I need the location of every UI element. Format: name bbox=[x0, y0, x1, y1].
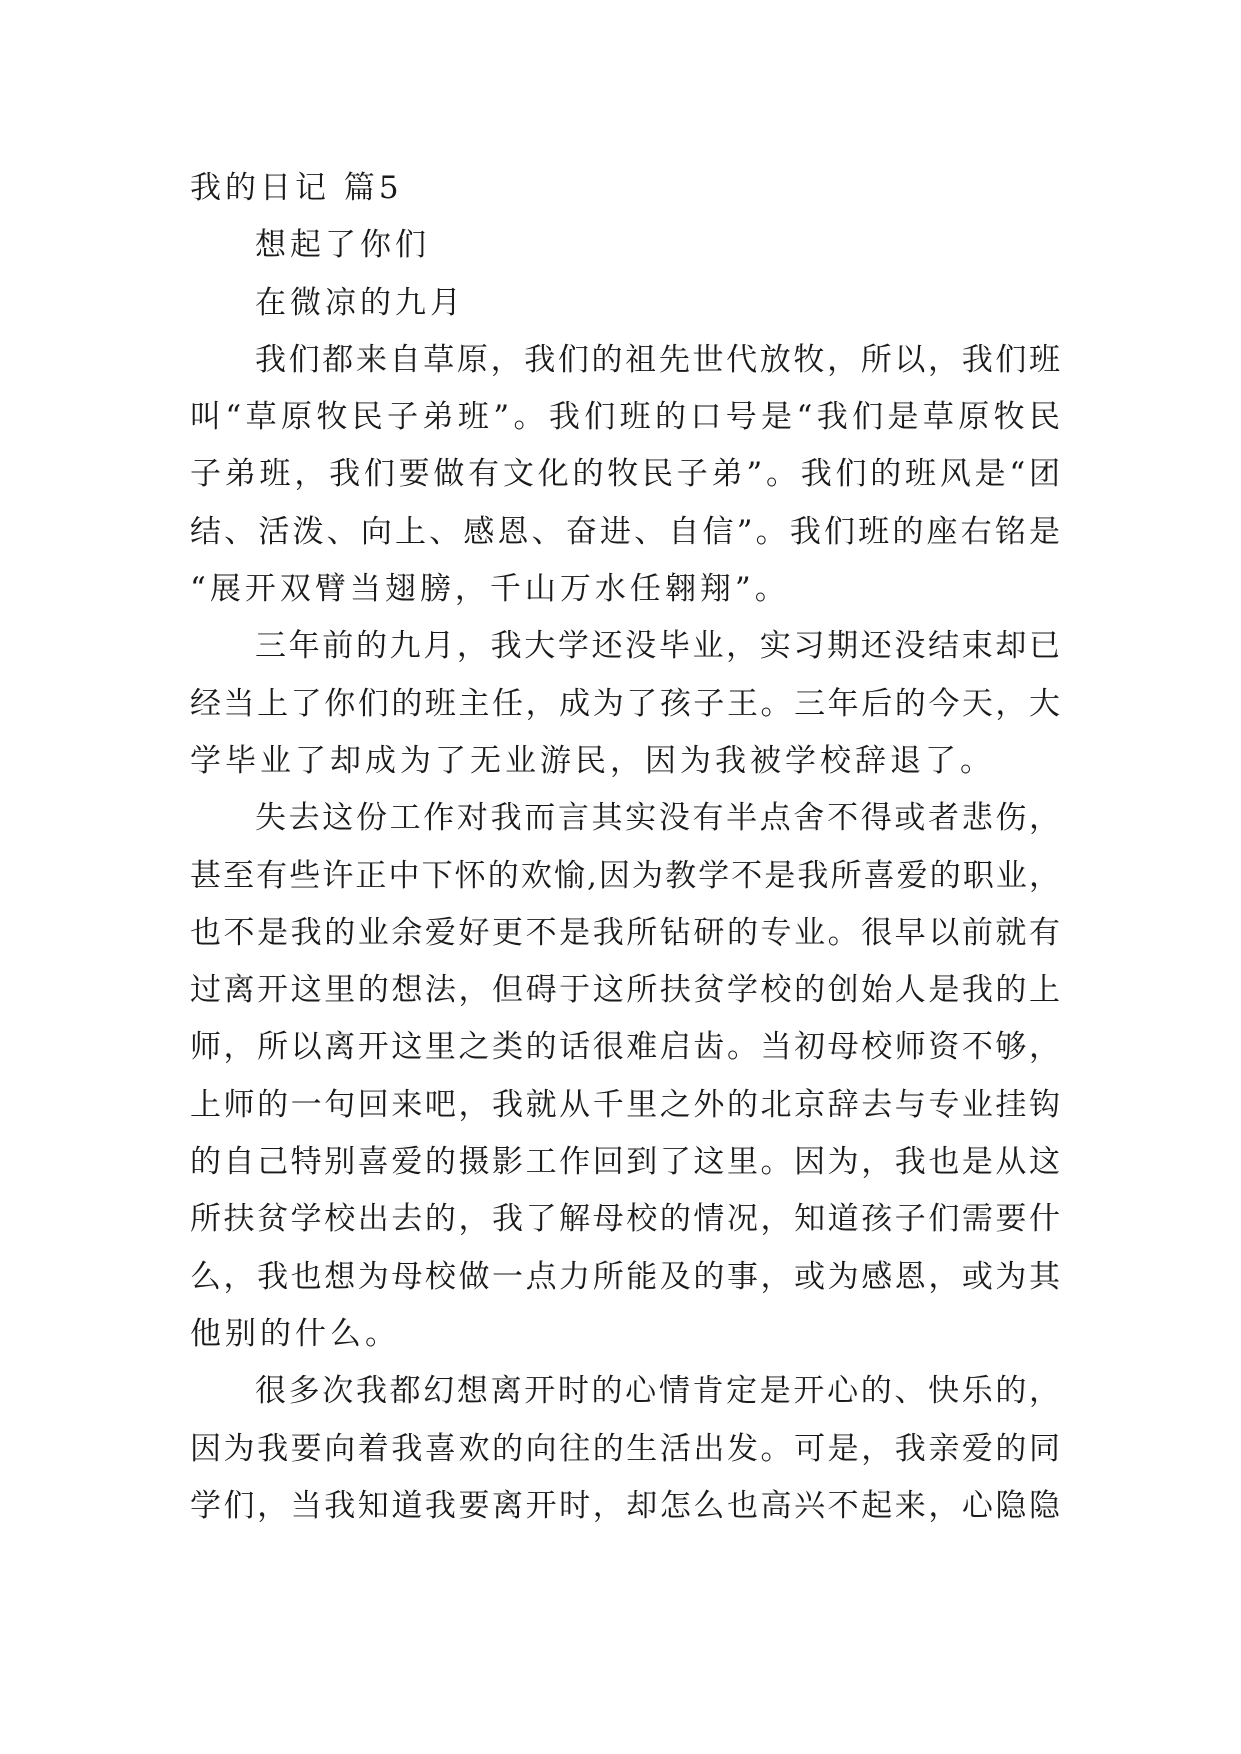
body-line: 所扶贫学校出去的，我了解母校的情况，知道孩子们需要什 bbox=[190, 1201, 1060, 1238]
body-line: 学们，当我知道我要离开时，却怎么也高兴不起来，心隐隐 bbox=[190, 1487, 1060, 1524]
body-line: 师，所以离开这里之类的话很难启齿。当初母校师资不够， bbox=[190, 1029, 1060, 1066]
diary-page bbox=[190, 160, 1060, 1535]
diary-heading: 我的日记 篇5 bbox=[190, 170, 403, 206]
body-line: 过离开这里的想法，但碍于这所扶贫学校的创始人是我的上 bbox=[190, 972, 1060, 1009]
body-line: 上师的一句回来吧，我就从千里之外的北京辞去与专业挂钩 bbox=[190, 1086, 1060, 1123]
body-line: 因为我要向着我喜欢的向往的生活出发。可是，我亲爱的同 bbox=[190, 1430, 1060, 1467]
body-line: 子弟班，我们要做有文化的牧民子弟”。我们的班风是“团 bbox=[190, 456, 1060, 493]
body-line: 么，我也想为母校做一点力所能及的事，或为感恩，或为其 bbox=[190, 1258, 1060, 1295]
body-line: 结、活泼、向上、感恩、奋进、自信”。我们班的座右铭是 bbox=[190, 513, 1060, 550]
body-line: 我们都来自草原，我们的祖先世代放牧，所以，我们班 bbox=[255, 341, 1060, 378]
body-line: “展开双臂当翅膀，千山万水任翱翔”。 bbox=[190, 571, 790, 608]
body-line: 学毕业了却成为了无业游民，因为我被学校辞退了。 bbox=[190, 742, 995, 779]
body-line: 的自己特别喜爱的摄影工作回到了这里。因为，我也是从这 bbox=[190, 1144, 1060, 1181]
body-line: 经当上了你们的班主任，成为了孩子王。三年后的今天，大 bbox=[190, 685, 1060, 722]
body-line: 很多次我都幻想离开时的心情肯定是开心的、快乐的， bbox=[255, 1373, 1060, 1410]
body-line: 叫“草原牧民子弟班”。我们班的口号是“我们是草原牧民 bbox=[190, 399, 1060, 436]
body-line: 失去这份工作对我而言其实没有半点舍不得或者悲伤， bbox=[255, 800, 1060, 837]
body-line: 甚至有些许正中下怀的欢愉,因为教学不是我所喜爱的职业， bbox=[190, 857, 1060, 894]
diary-subtitle: 想起了你们 bbox=[255, 227, 430, 264]
body-line: 也不是我的业余爱好更不是我所钻研的专业。很早以前就有 bbox=[190, 914, 1060, 951]
body-line: 他别的什么。 bbox=[190, 1315, 400, 1352]
body-line: 三年前的九月，我大学还没毕业，实习期还没结束却已 bbox=[255, 628, 1060, 665]
diary-dateline: 在微凉的九月 bbox=[255, 284, 465, 321]
